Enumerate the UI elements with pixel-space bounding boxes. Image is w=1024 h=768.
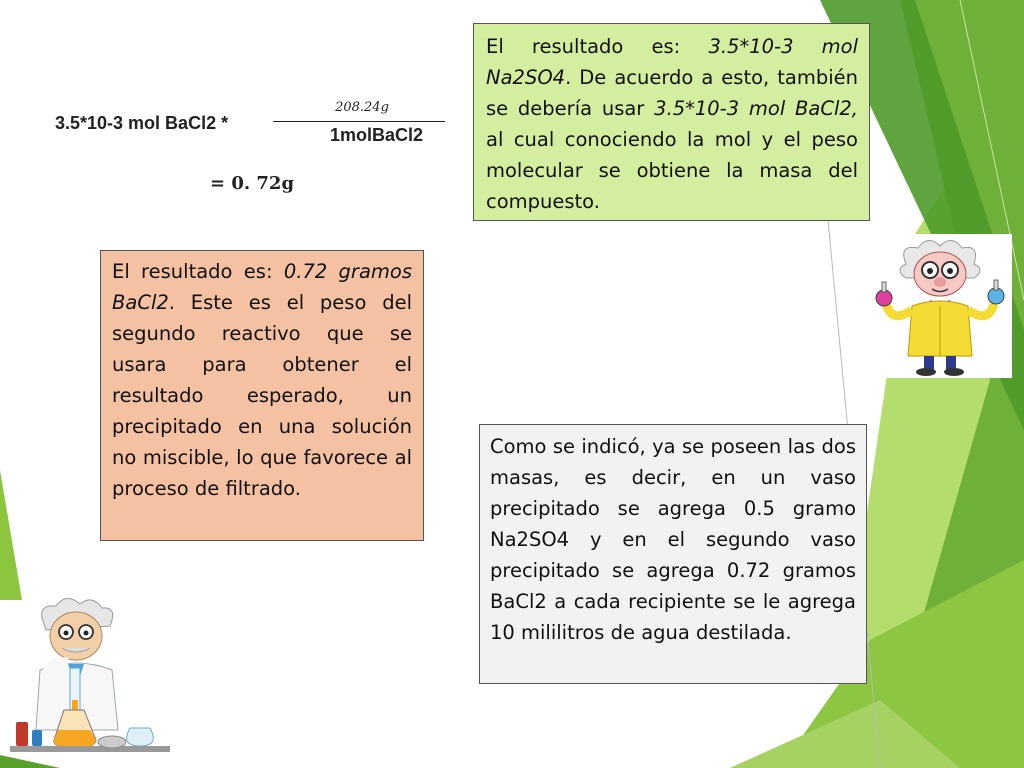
formula-numerator: 208.24g — [335, 100, 389, 115]
fraction-bar — [273, 121, 445, 122]
scientist-lab-cartoon-icon — [10, 590, 170, 760]
scientist-cartoon-icon — [868, 234, 1012, 378]
procedure-text: Como se indicó, ya se poseen las dos masas, es decir, en un vaso precipitado se agrega 0.5 gramo Na2SO4 y en el segundo vaso precipitado se agrega 0.72 gramos BaCl2 a cada recipiente se le agrega 10 mililitros de agua destilada. — [490, 435, 856, 644]
result-mol-text: El resultado es: — [486, 35, 709, 58]
result-mol-value: 3.5*10-3 mol Na2SO4 — [486, 35, 858, 89]
result-grams-box — [100, 250, 424, 541]
formula-result: = 0. 72g — [210, 173, 295, 194]
result-mol-text: . De acuerdo a esto, también se debería usar — [486, 66, 858, 120]
left-green-sliver — [0, 470, 22, 600]
result-mol-bacl2: 3.5*10-3 mol BaCl2, — [654, 97, 858, 120]
formula-denominator: 1molBaCl2 — [330, 125, 424, 145]
result-mol-text: al cual conociendo la mol y el peso molecular se obtiene la masa del compuesto. — [486, 128, 858, 213]
formula-lhs: 3.5*10-3 mol BaCl2 * — [55, 113, 229, 133]
procedure-box — [479, 424, 867, 684]
result-grams-text: . Este es el peso del segundo reactivo que se usara para obtener el resultado esperado, un precipitado en una solución no miscible, lo que favorece al proceso de filtrado. — [112, 291, 412, 500]
conversion-formula — [55, 100, 424, 150]
result-grams-text: El resultado es: — [112, 260, 284, 283]
result-mol-box — [473, 23, 870, 221]
result-grams-value: 0.72 gramos BaCl2 — [112, 260, 412, 314]
